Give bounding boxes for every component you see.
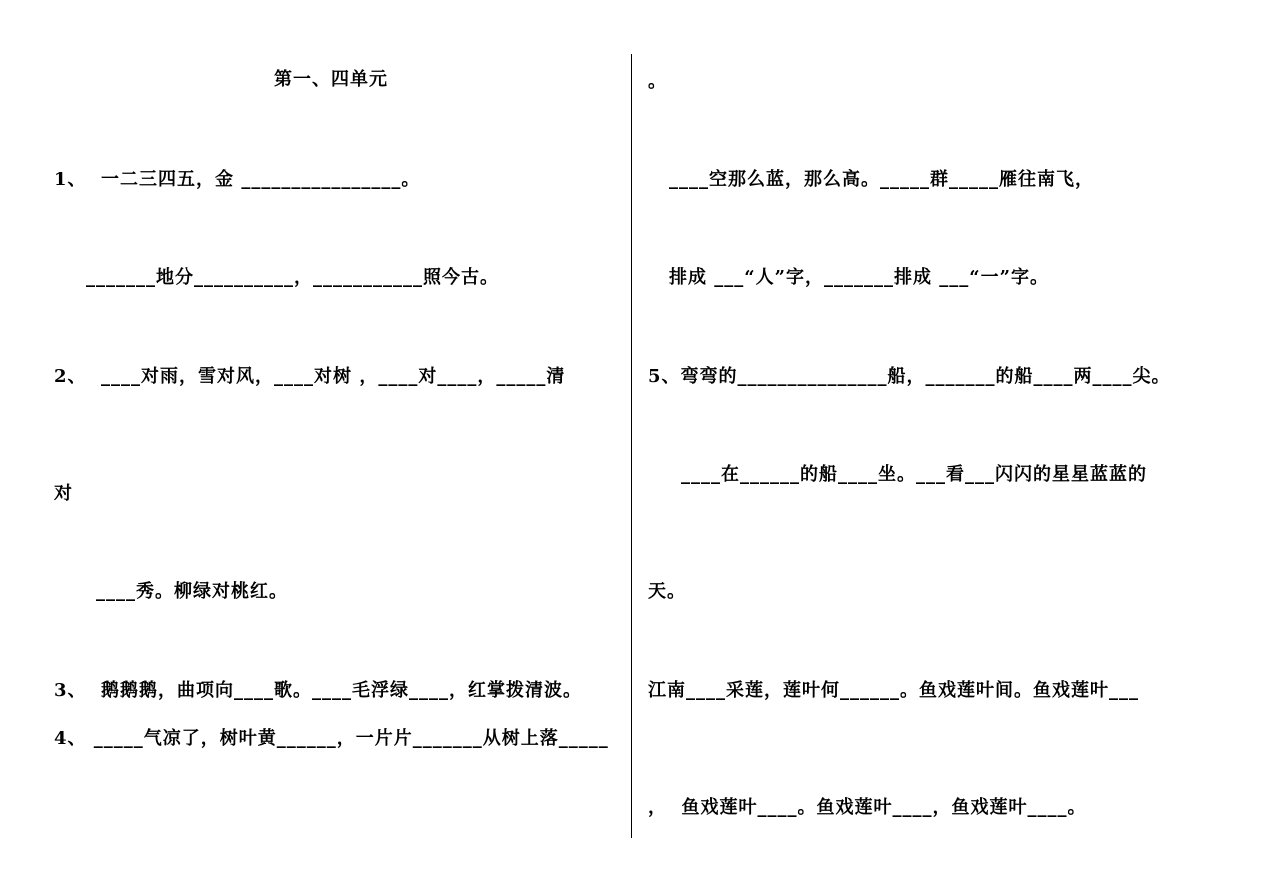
left-line-2: _______地分__________，___________照今古。	[86, 267, 499, 288]
left-line-5: ____秀。柳绿对桃红。	[96, 581, 288, 602]
left-line-6: 3、 鹅鹅鹅，曲项向____歌。____毛浮绿____，红掌拨清波。	[54, 680, 583, 701]
left-line-7: 4、 _____气凉了，树叶黄______，一片片_______从树上落_____	[54, 728, 609, 749]
right-line-1: ____空那么蓝，那么高。_____群_____雁往南飞，	[669, 169, 1094, 190]
column-divider	[631, 54, 632, 838]
right-line-7: ， 鱼戏莲叶____。鱼戏莲叶____，鱼戏莲叶____。	[648, 797, 1087, 818]
section-title: 第一、四单元	[274, 69, 388, 90]
left-line-1: 1、 一二三四五，金 ________________。	[54, 169, 421, 190]
right-line-0: 。	[648, 71, 667, 92]
right-line-4: ____在______的船____坐。___看___闪闪的星星蓝蓝的	[681, 464, 1147, 485]
left-line-3: 2、 ____对雨，雪对风，____对树 ，____对____，_____清	[54, 366, 566, 387]
left-line-4: 对	[54, 483, 73, 504]
right-line-2: 排成 ___“人”字，_______排成 ___“一”字。	[669, 267, 1049, 288]
right-line-5: 天。	[648, 581, 686, 602]
right-line-6: 江南____采莲，莲叶何______。鱼戏莲叶间。鱼戏莲叶___	[648, 680, 1139, 701]
right-line-3: 5、弯弯的_______________船，_______的船____两____尖。	[648, 366, 1171, 387]
